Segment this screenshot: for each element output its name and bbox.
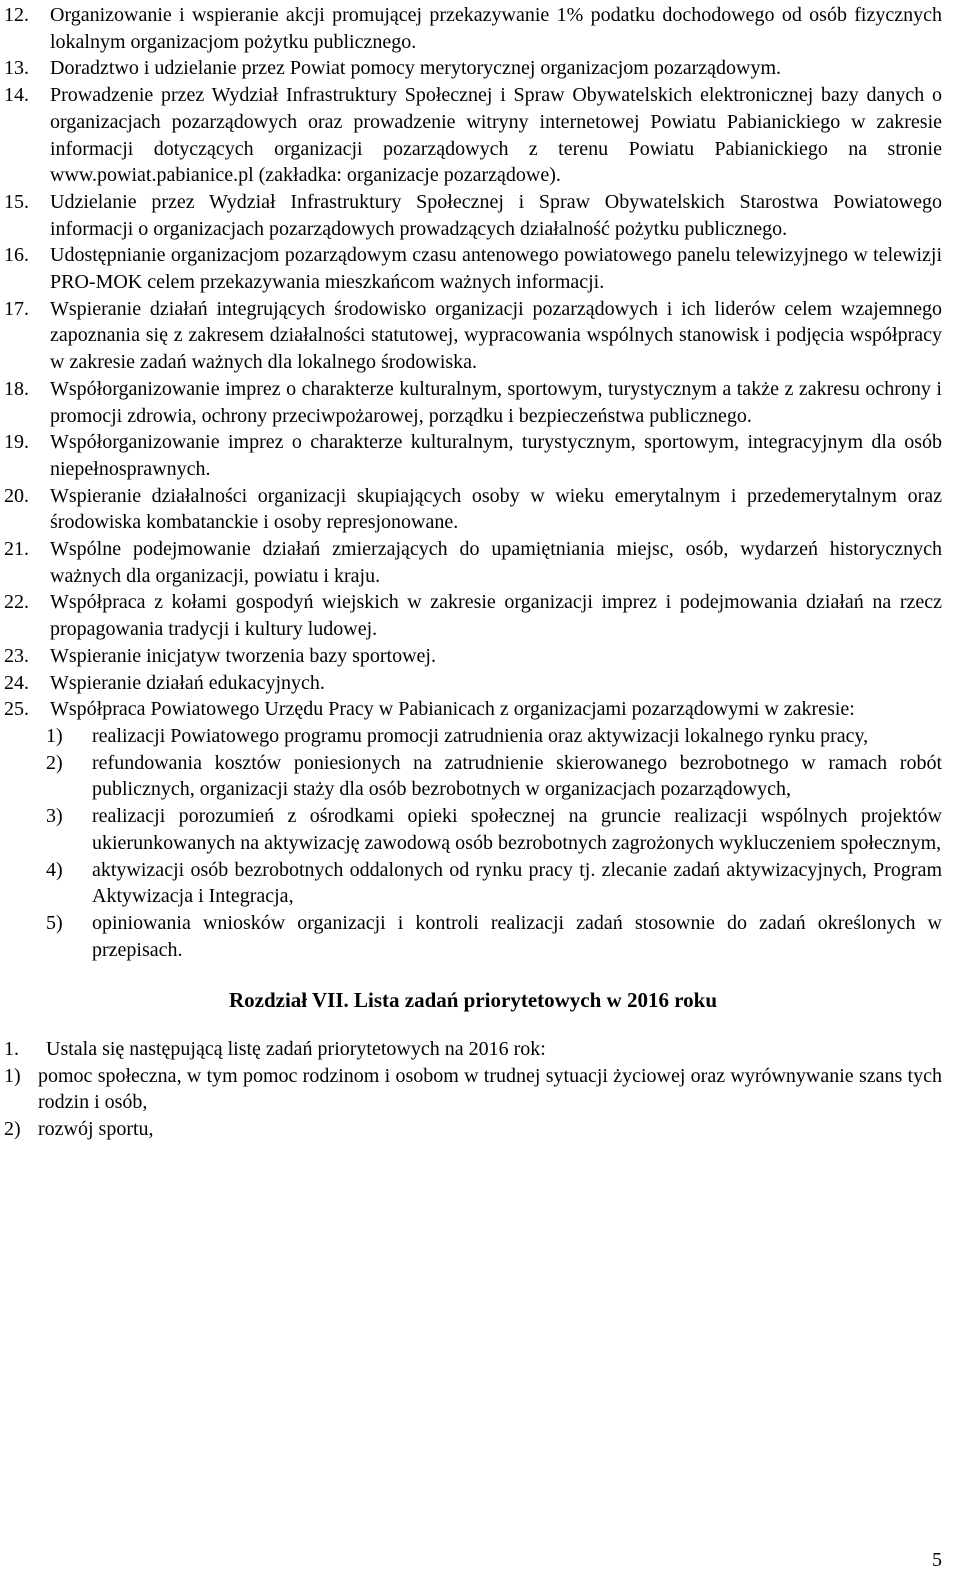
- item-text: Wspieranie działań edukacyjnych.: [50, 671, 325, 694]
- sub-item-number: 2): [46, 751, 63, 774]
- list-item-15: [4, 189, 942, 242]
- list-item-12: [4, 2, 942, 55]
- sub-item-5: [4, 910, 942, 963]
- sub-item-text: aktywizacji osób bezrobotnych oddalonych od rynku pracy tj. zlecanie zadań aktywizacyjnych, Program Aktywizacja i Integracja,: [92, 858, 942, 908]
- item-number: 12.: [4, 4, 29, 26]
- sub-item-number: 4): [46, 858, 63, 881]
- item-number: 16.: [4, 244, 29, 267]
- list-item-20: [4, 483, 942, 536]
- sub-item-text: realizacji Powiatowego programu promocji zatrudnienia oraz aktywizacji lokalnego rynku pracy,: [92, 724, 869, 747]
- item-text: Współorganizowanie imprez o charakterze kulturalnym, turystycznym, sportowym, integracyjnym dla osób niepełnosprawnych.: [50, 431, 942, 480]
- item-text: Wspieranie działań integrujących środowisko organizacji pozarządowych i ich liderów celem wzajemnego zapoznania się z zakresem działalności statutowej, wypracowania wspólnych stanowisk i podjęcia współpracy w zakresie zadań ważnych dla lokalnego środowiska.: [50, 297, 942, 374]
- item-number: 19.: [4, 431, 29, 454]
- item-text: Współpraca z kołami gospodyń wiejskich w zakresie organizacji imprez i podejmowania działań na rzecz propagowania tradycji i kultury ludowej.: [50, 591, 942, 641]
- list-item-21: [4, 536, 942, 589]
- item-number: 24.: [4, 671, 29, 694]
- sub-item-text: refundowania kosztów poniesionych na zatrudnienie skierowanego bezrobotnego w ramach robót publicznych, organizacji staży dla osób bezrobotnych w organizacjach pozarządowych,: [92, 751, 942, 801]
- chapter-heading: Rozdział VII. Lista zadań priorytetowych w 2016 roku: [228, 988, 718, 1013]
- item-text: Udostępnianie organizacjom pozarządowym czasu antenowego powiatowego panelu telewizyjnego w telewizji PRO-MOK celem przekazywania mieszkańcom ważnych informacji.: [50, 244, 942, 294]
- sub-item-2: [4, 750, 942, 803]
- sub-item-text: realizacji porozumień z ośrodkami opieki społecznej na gruncie realizacji wspólnych projektów ukierunkowanych na aktywizację zawodową osób bezrobotnych zagrożonych wykluczeniem społecznym,: [92, 805, 942, 854]
- section-item-1: [4, 1036, 942, 1063]
- sub-item-number: 3): [46, 805, 63, 828]
- item-text: Wspólne podejmowanie działań zmierzających do upamiętniania miejsc, osób, wydarzeń historycznych ważnych dla organizacji, powiatu i kraju.: [50, 538, 942, 587]
- priority-number: 1): [4, 1064, 21, 1087]
- item-text: Doradztwo i udzielanie przez Powiat pomocy merytorycznej organizacjom pozarządowym.: [50, 57, 782, 80]
- item-number: 23.: [4, 644, 29, 667]
- section-number: 1.: [4, 1038, 19, 1061]
- sub-item-3: [4, 803, 942, 856]
- item-number: 14.: [4, 84, 29, 107]
- list-item-17: [4, 296, 942, 376]
- list-item-13: [4, 55, 942, 82]
- list-item-14: [4, 82, 942, 189]
- sub-item-text: opiniowania wniosków organizacji i kontroli realizacji zadań stosownie do zadań określonych w przepisach.: [92, 911, 942, 961]
- list-item-25: [4, 696, 942, 723]
- item-text: Organizowanie i wspieranie akcji promującej przekazywanie 1% podatku dochodowego od osób fizycznych lokalnym organizacjom pożytku publicznego.: [50, 4, 942, 53]
- list-item-19: [4, 429, 942, 482]
- priority-item-2: [4, 1116, 942, 1143]
- list-item-23: [4, 643, 942, 670]
- item-number: 17.: [4, 297, 29, 320]
- item-number: 22.: [4, 591, 29, 614]
- priority-item-1: [4, 1063, 942, 1116]
- list-item-24: [4, 670, 942, 697]
- item-number: 13.: [4, 57, 29, 80]
- item-text: Współorganizowanie imprez o charakterze kulturalnym, sportowym, turystycznym a także z zakresu ochrony i promocji zdrowia, ochrony przeciwpożarowej, porządku i bezpieczeństwa publicznego.: [50, 377, 942, 427]
- priority-text: pomoc społeczna, w tym pomoc rodzinom i osobom w trudnej sytuacji życiowej oraz wyrównywanie szans tych rodzin i osób,: [38, 1064, 942, 1114]
- item-text: Prowadzenie przez Wydział Infrastruktury Społecznej i Spraw Obywatelskich elektronicznej bazy danych o organizacjach pozarządowych oraz prowadzenie witryny internetowej Powiatu Pabianickiego w zakresie informacji dotyczących organizacji pozarządowych z terenu Powiatu Pabianickiego na stronie www.powiat.pabianice.pl (zakładka: organizacje pozarządowe).: [50, 84, 942, 187]
- sub-item-4: [4, 857, 942, 910]
- priority-text: rozwój sportu,: [38, 1118, 154, 1141]
- item-text: Wspieranie inicjatyw tworzenia bazy sportowej.: [50, 644, 436, 667]
- page-number: 5: [932, 1549, 942, 1571]
- item-number: 18.: [4, 377, 29, 400]
- sub-item-1: [4, 723, 942, 750]
- item-number: 25.: [4, 698, 29, 721]
- item-number: 21.: [4, 538, 29, 561]
- sub-item-number: 5): [46, 911, 63, 934]
- list-item-18: [4, 376, 942, 429]
- priority-number: 2): [4, 1118, 21, 1141]
- item-number: 15.: [4, 190, 29, 213]
- item-number: 20.: [4, 484, 29, 507]
- section-text: Ustala się następującą listę zadań priorytetowych na 2016 rok:: [46, 1038, 546, 1061]
- item-text: Współpraca Powiatowego Urzędu Pracy w Pabianicach z organizacjami pozarządowymi w zakresie:: [50, 698, 855, 721]
- list-item-22: [4, 589, 942, 642]
- list-item-16: [4, 242, 942, 295]
- sub-item-number: 1): [46, 724, 63, 747]
- item-text: Udzielanie przez Wydział Infrastruktury Społecznej i Spraw Obywatelskich Starostwa Powiatowego informacji o organizacjach pozarządowych prowadzących działalność pożytku publicznego.: [50, 190, 942, 240]
- item-text: Wspieranie działalności organizacji skupiających osoby w wieku emerytalnym i przedemerytalnym oraz środowiska kombatanckie i osoby represjonowane.: [50, 484, 942, 534]
